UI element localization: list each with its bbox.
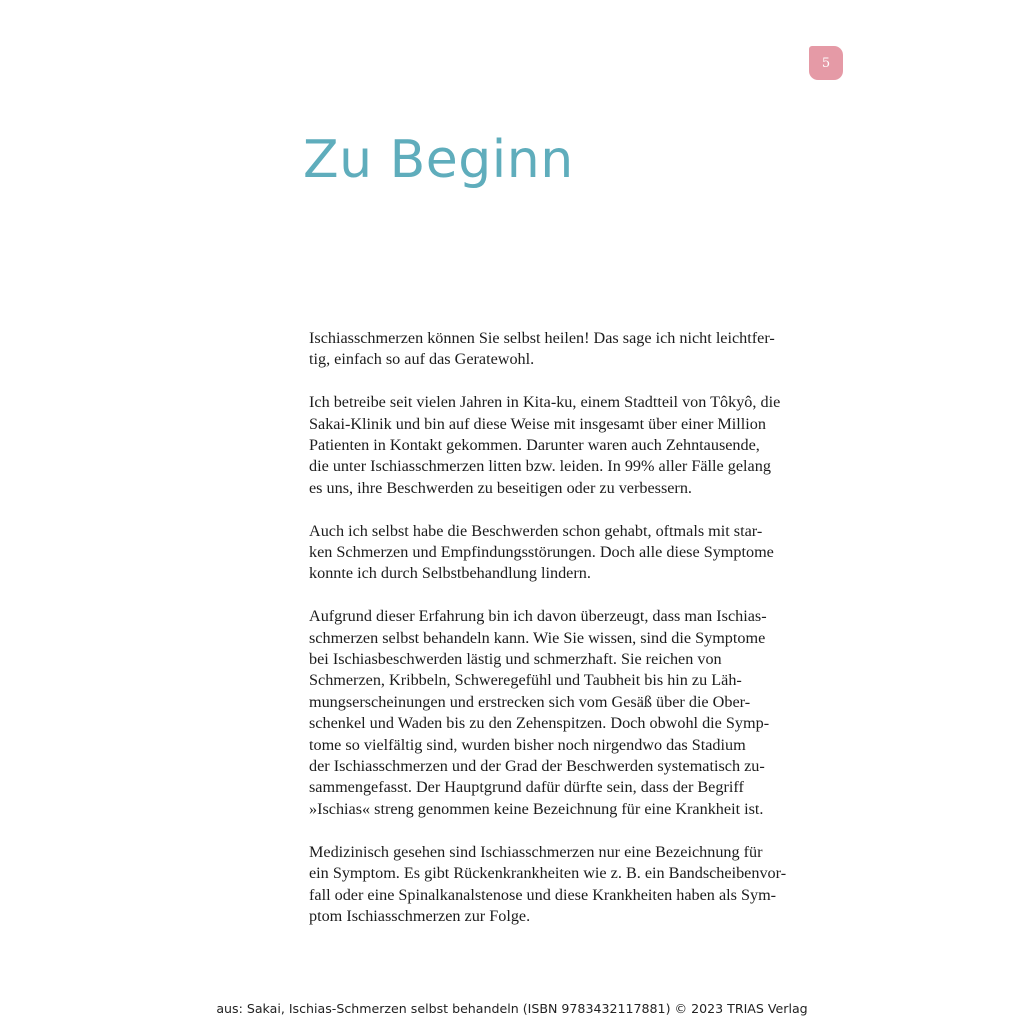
- text-line: konnte ich durch Selbstbehandlung lindern.: [309, 564, 591, 583]
- text-line: tig, einfach so auf das Geratewohl.: [309, 350, 535, 369]
- text-line: sammengefasst. Der Hauptgrund dafür dürfte sein, dass der Begriff: [309, 778, 744, 797]
- text-line: Aufgrund dieser Erfahrung bin ich davon überzeugt, dass man Ischias-: [309, 607, 767, 626]
- page-number-tab: [809, 46, 843, 80]
- footer-citation: aus: Sakai, Ischias-Schmerzen selbst behandeln (ISBN 9783432117881) © 2023 TRIAS Verlag: [216, 1001, 808, 1016]
- text-line: bei Ischiasbeschwerden lästig und schmerzhaft. Sie reichen von: [309, 650, 722, 669]
- body-text: [309, 328, 809, 949]
- page-number: 5: [821, 55, 831, 71]
- text-line: Ischiasschmerzen können Sie selbst heilen! Das sage ich nicht leichtfer-: [309, 329, 775, 347]
- text-line: schmerzen selbst behandeln kann. Wie Sie wissen, sind die Symptome: [309, 628, 766, 647]
- text-line: Ich betreibe seit vielen Jahren in Kita-ku, einem Stadtteil von Tôkyô, die: [309, 393, 781, 412]
- text-line: es uns, ihre Beschwerden zu beseitigen oder zu verbessern.: [309, 478, 692, 497]
- text-line: schenkel und Waden bis zu den Zehenspitzen. Doch obwohl die Symp-: [309, 714, 770, 733]
- text-line: ptom Ischiasschmerzen zur Folge.: [309, 906, 531, 925]
- paragraph: [309, 842, 809, 928]
- paragraph: [309, 521, 809, 585]
- text-line: »Ischias« streng genommen keine Bezeichnung für eine Krankheit ist.: [309, 799, 764, 818]
- text-line: mungserscheinungen und erstrecken sich vom Gesäß über die Ober-: [309, 692, 751, 711]
- text-line: Patienten in Kontakt gekommen. Darunter waren auch Zehntausende,: [309, 436, 760, 455]
- paragraph: [309, 606, 809, 820]
- text-line: Schmerzen, Kribbeln, Schweregefühl und Taubheit bis hin zu Läh-: [309, 671, 742, 690]
- text-line: fall oder eine Spinalkanalstenose und diese Krankheiten haben als Sym-: [309, 885, 777, 904]
- text-line: die unter Ischiasschmerzen litten bzw. leiden. In 99% aller Fälle gelang: [309, 457, 771, 476]
- text-line: Sakai-Klinik und bin auf diese Weise mit insgesamt über einer Million: [309, 414, 766, 433]
- text-line: ken Schmerzen und Empfindungsstörungen. Doch alle diese Symptome: [309, 543, 774, 562]
- text-line: ein Symptom. Es gibt Rückenkrankheiten wie z. B. ein Bandscheibenvor-: [309, 864, 787, 883]
- text-line: tome so vielfältig sind, wurden bisher noch nirgendwo das Stadium: [309, 735, 746, 754]
- text-line: Medizinisch gesehen sind Ischiasschmerzen nur eine Bezeichnung für: [309, 842, 763, 861]
- paragraph: [309, 392, 809, 499]
- chapter-title: Zu Beginn: [303, 130, 574, 190]
- text-line: der Ischiasschmerzen und der Grad der Beschwerden systematisch zu-: [309, 757, 765, 776]
- text-line: Auch ich selbst habe die Beschwerden schon gehabt, oftmals mit star-: [309, 521, 763, 540]
- paragraph: [309, 328, 809, 371]
